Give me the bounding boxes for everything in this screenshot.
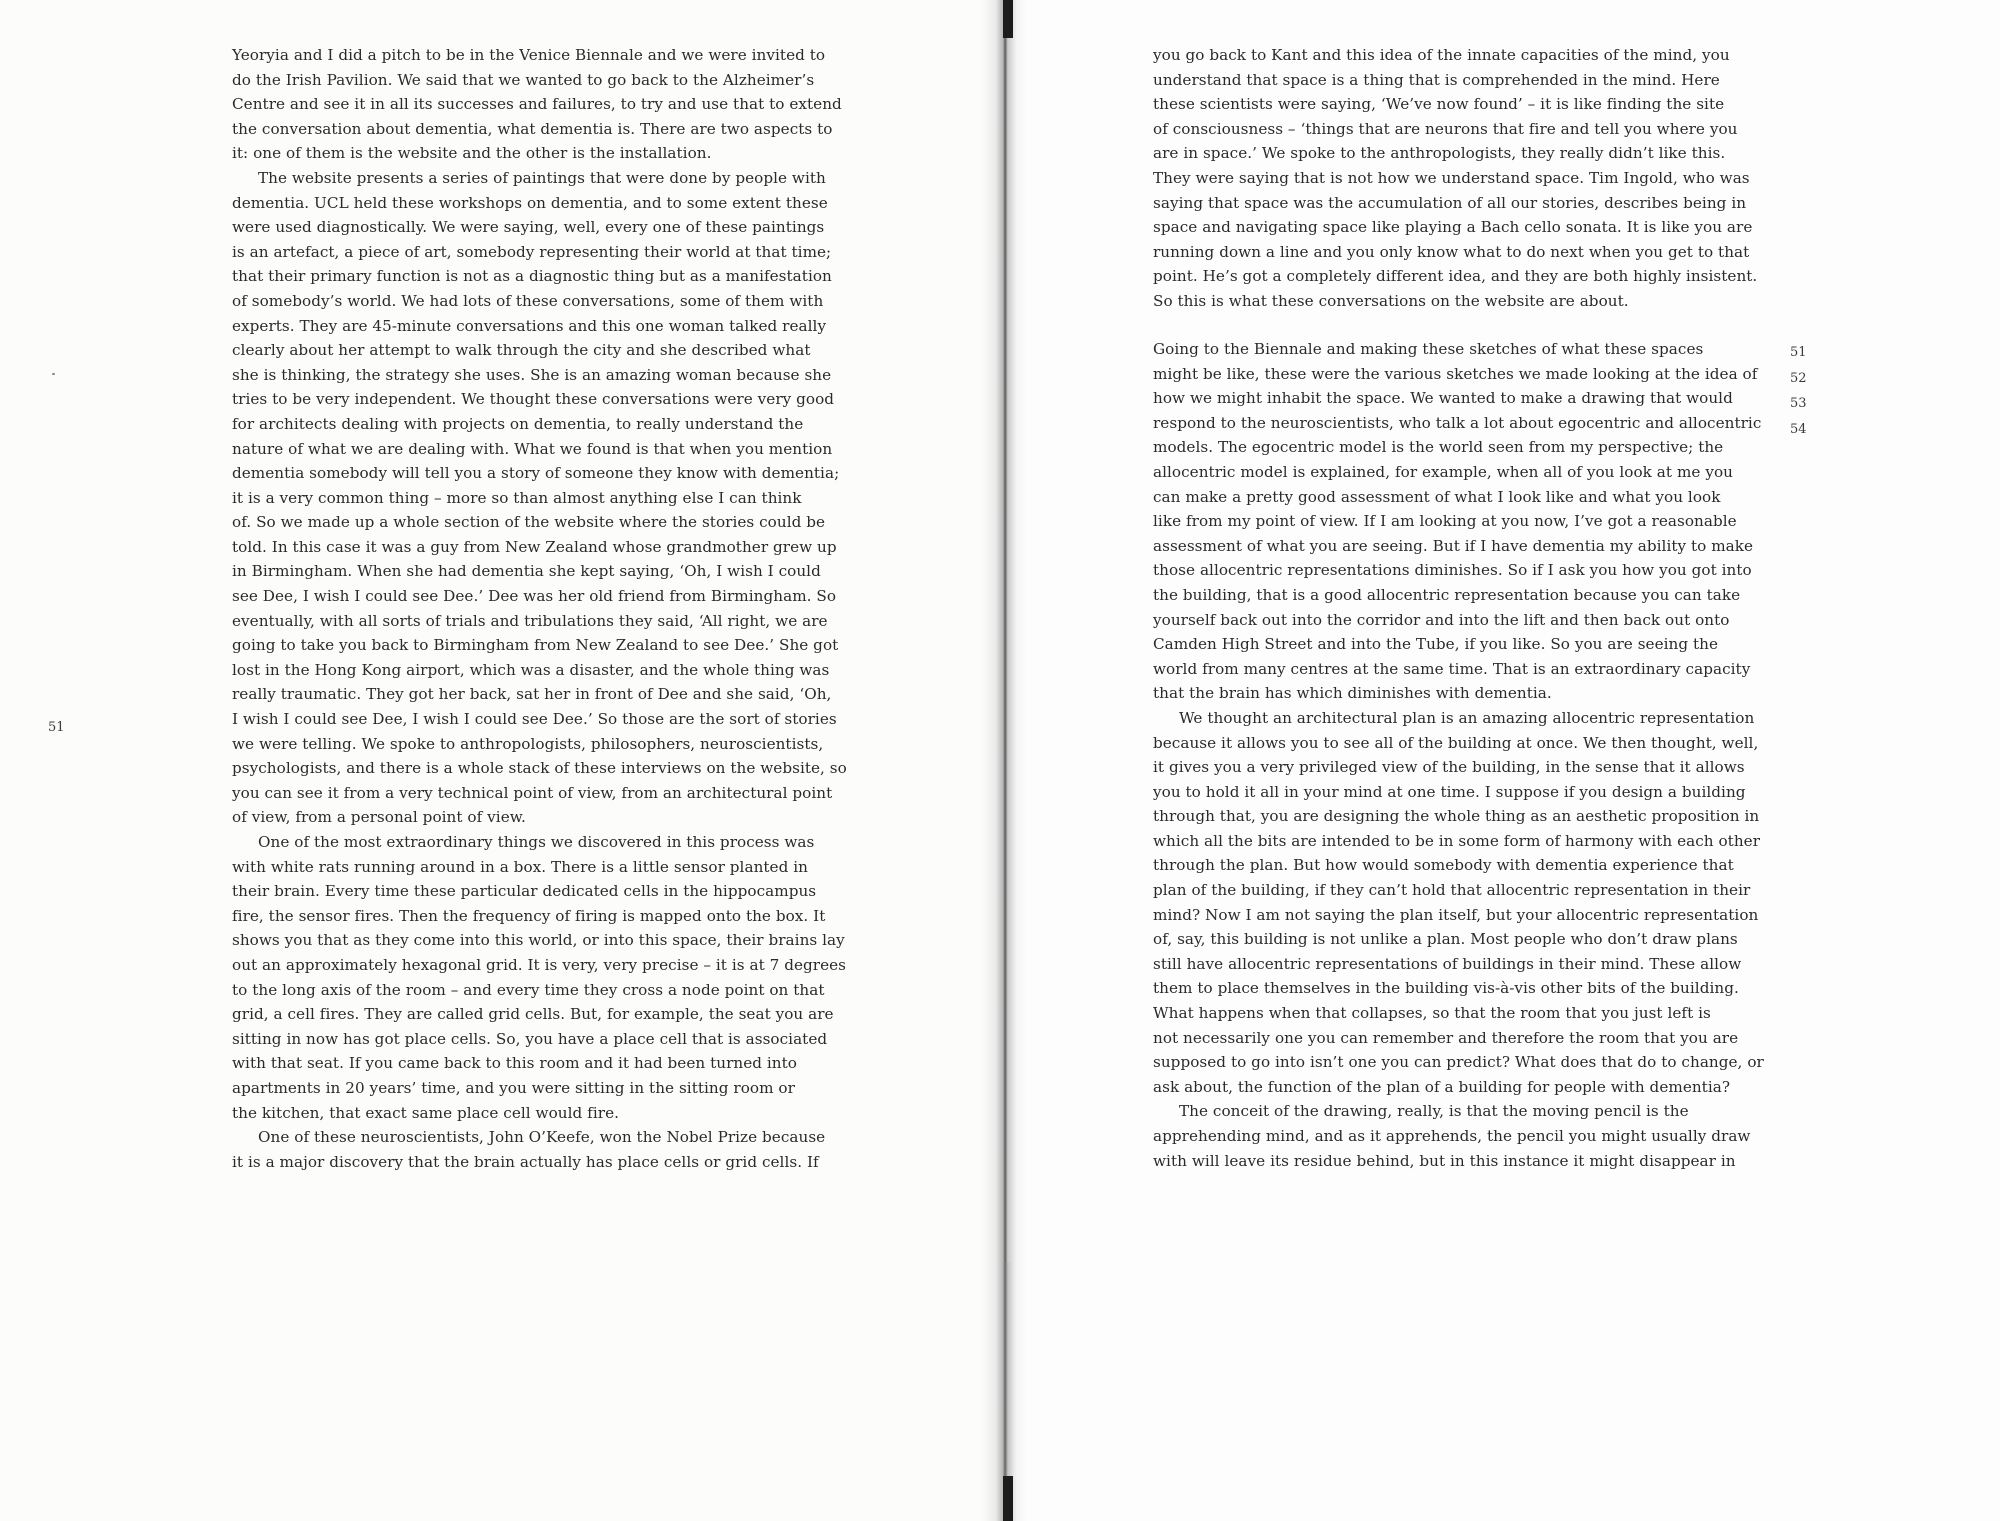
text-line: can make a pretty good assessment of what I look like and what you look: [1153, 487, 1721, 506]
text-line: in Birmingham. When she had dementia she kept saying, ‘Oh, I wish I could: [232, 562, 821, 581]
text-line: world from many centres at the same time. That is an extraordinary capacity: [1153, 659, 1751, 678]
text-line: So this is what these conversations on the website are about.: [1153, 291, 1629, 310]
margin-number: 51: [1790, 345, 1807, 360]
text-line: the conversation about dementia, what dementia is. There are two aspects to: [232, 119, 833, 138]
text-line: saying that space was the accumulation of all our stories, describes being in: [1153, 193, 1747, 212]
text-line: with white rats running around in a box. There is a little sensor planted in: [232, 857, 808, 876]
text-line: running down a line and you only know what to do next when you get to that: [1153, 242, 1750, 261]
text-line: sitting in now has got place cells. So, you have a place cell that is associated: [232, 1029, 828, 1048]
text-line: you go back to Kant and this idea of the innate capacities of the mind, you: [1153, 46, 1730, 64]
text-line: with will leave its residue behind, but in this instance it might disappear in: [1153, 1151, 1736, 1170]
text-line: yourself back out into the corridor and into the lift and then back out onto: [1153, 610, 1730, 629]
text-line: of consciousness – ‘things that are neurons that fire and tell you where you: [1153, 119, 1738, 138]
text-line: tries to be very independent. We thought these conversations were very good: [232, 390, 835, 409]
text-line: point. He’s got a completely different idea, and they are both highly insistent.: [1153, 267, 1758, 286]
text-line: I wish I could see Dee, I wish I could see Dee.’ So those are the sort of stories: [232, 710, 837, 729]
text-line: their brain. Every time these particular dedicated cells in the hippocampus: [232, 882, 817, 901]
right-page-top-text: [1153, 43, 1773, 314]
text-line: apartments in 20 years’ time, and you were sitting in the sitting room or: [232, 1078, 795, 1097]
text-line: those allocentric representations diminishes. So if I ask you how you got into: [1153, 561, 1752, 580]
right-page-body-text: [1153, 337, 1773, 1173]
text-line: What happens when that collapses, so that the room that you just left is: [1153, 1004, 1711, 1023]
text-line: which all the bits are intended to be in some form of harmony with each other: [1153, 831, 1761, 850]
text-line: mind? Now I am not saying the plan itself, but your allocentric representation: [1153, 905, 1759, 924]
text-line: We thought an architectural plan is an amazing allocentric representation: [1179, 708, 1755, 727]
text-line: these scientists were saying, ‘We’ve now found’ – it is like finding the site: [1153, 95, 1725, 114]
text-line: were used diagnostically. We were saying, well, every one of these paintings: [232, 218, 825, 237]
text-line: They were saying that is not how we understand space. Tim Ingold, who was: [1153, 168, 1750, 187]
text-line: that their primary function is not as a diagnostic thing but as a manifestation: [232, 267, 832, 286]
text-line: experts. They are 45-minute conversations and this one woman talked really: [232, 316, 827, 335]
left-page-margin-number: 51: [48, 720, 65, 735]
text-line: Centre and see it in all its successes and failures, to try and use that to extend: [232, 95, 842, 114]
text-line: the kitchen, that exact same place cell would fire.: [232, 1103, 619, 1122]
text-line: psychologists, and there is a whole stack of these interviews on the website, so: [232, 759, 847, 778]
text-line: the building, that is a good allocentric representation because you can take: [1153, 585, 1741, 604]
text-line: really traumatic. They got her back, sat her in front of Dee and she said, ‘Oh,: [232, 685, 832, 704]
text-line: she is thinking, the strategy she uses. She is an amazing woman because she: [232, 365, 832, 384]
text-line: assessment of what you are seeing. But if I have dementia my ability to make: [1153, 536, 1754, 555]
text-line: out an approximately hexagonal grid. It is very, very precise – it is at 7 degrees: [232, 955, 847, 974]
text-line: nature of what we are dealing with. What we found is that when you mention: [232, 439, 833, 458]
text-line: The conceit of the drawing, really, is that the moving pencil is the: [1179, 1102, 1689, 1121]
text-line: of somebody’s world. We had lots of these conversations, some of them with: [232, 291, 824, 310]
text-line: Yeoryia and I did a pitch to be in the Venice Biennale and we were invited to: [232, 46, 826, 64]
text-line: through that, you are designing the whole thing as an aesthetic proposition in: [1153, 807, 1760, 826]
text-line: models. The egocentric model is the world seen from my perspective; the: [1153, 438, 1724, 457]
margin-number: 54: [1790, 421, 1807, 437]
margin-number: 53: [1790, 396, 1807, 411]
text-line: it is a very common thing – more so than almost anything else I can think: [232, 488, 802, 507]
text-line: Going to the Biennale and making these sketches of what these spaces: [1153, 340, 1704, 358]
text-line: you can see it from a very technical point of view, from an architectural point: [232, 783, 833, 802]
text-line: for architects dealing with projects on dementia, to really understand the: [232, 414, 804, 433]
text-line: clearly about her attempt to walk through the city and she described what: [232, 341, 811, 360]
text-line: to the long axis of the room – and every time they cross a node point on that: [232, 980, 825, 999]
text-line: still have allocentric representations of buildings in their mind. These allow: [1153, 954, 1742, 973]
text-line: allocentric model is explained, for example, when all of you look at me you: [1153, 462, 1733, 481]
left-page-body-text: [232, 43, 852, 1174]
page-fold-shadow: [1003, 1262, 1013, 1476]
text-line: how we might inhabit the space. We wanted to make a drawing that would: [1153, 389, 1733, 408]
paper-speck: [52, 373, 55, 375]
text-line: you to hold it all in your mind at one time. I suppose if you design a building: [1153, 782, 1746, 801]
text-line: with that seat. If you came back to this room and it had been turned into: [232, 1054, 797, 1073]
text-line: apprehending mind, and as it apprehends, the pencil you might usually draw: [1153, 1127, 1751, 1145]
text-line: understand that space is a thing that is comprehended in the mind. Here: [1153, 70, 1720, 89]
text-line: The website presents a series of paintings that were done by people with: [258, 168, 826, 187]
right-page-margin-numbers: [1790, 340, 1807, 442]
text-line: grid, a cell fires. They are called grid cells. But, for example, the seat you are: [232, 1005, 834, 1024]
text-line: fire, the sensor fires. Then the frequency of firing is mapped onto the box. It: [232, 906, 826, 925]
text-line: because it allows you to see all of the building at once. We then thought, well,: [1153, 733, 1759, 752]
text-line: One of these neuroscientists, John O’Keefe, won the Nobel Prize because: [258, 1128, 826, 1147]
text-line: them to place themselves in the building vis-à-vis other bits of the building.: [1153, 979, 1739, 998]
text-line: through the plan. But how would somebody with dementia experience that: [1153, 856, 1734, 875]
text-line: dementia. UCL held these workshops on dementia, and to some extent these: [232, 193, 828, 212]
text-line: it: one of them is the website and the other is the installation.: [232, 144, 712, 163]
text-line: space and navigating space like playing a Bach cello sonata. It is like you are: [1153, 218, 1753, 237]
binding-edge-bottom: [1003, 1476, 1013, 1521]
text-line: not necessarily one you can remember and therefore the room that you are: [1153, 1028, 1739, 1047]
text-line: eventually, with all sorts of trials and tribulations they said, ‘All right, we are: [232, 611, 828, 630]
text-line: One of the most extraordinary things we discovered in this process was: [258, 833, 815, 851]
text-line: of. So we made up a whole section of the website where the stories could be: [232, 513, 826, 532]
text-line: supposed to go into isn’t one you can predict? What does that do to change, or: [1153, 1053, 1764, 1072]
text-line: told. In this case it was a guy from New Zealand whose grandmother grew up: [232, 537, 837, 556]
text-line: plan of the building, if they can’t hold that allocentric representation in their: [1153, 881, 1751, 900]
text-line: of, say, this building is not unlike a plan. Most people who don’t draw plans: [1153, 930, 1738, 949]
text-line: that the brain has which diminishes with dementia.: [1153, 684, 1552, 703]
text-line: going to take you back to Birmingham from New Zealand to see Dee.’ She got: [232, 636, 839, 655]
text-line: of view, from a personal point of view.: [232, 808, 526, 827]
text-line: shows you that as they come into this world, or into this space, their brains lay: [232, 931, 845, 950]
text-line: like from my point of view. If I am looking at you now, I’ve got a reasonable: [1153, 512, 1737, 531]
text-line: we were telling. We spoke to anthropologists, philosophers, neuroscientists,: [232, 734, 824, 753]
text-line: ask about, the function of the plan of a building for people with dementia?: [1153, 1077, 1731, 1096]
text-line: it gives you a very privileged view of the building, in the sense that it allows: [1153, 758, 1745, 777]
binding-edge-top: [1003, 0, 1013, 38]
text-line: see Dee, I wish I could see Dee.’ Dee was her old friend from Birmingham. So: [232, 587, 837, 606]
text-line: is an artefact, a piece of art, somebody representing their world at that time;: [232, 242, 832, 261]
text-line: respond to the neuroscientists, who talk a lot about egocentric and allocentric: [1153, 413, 1762, 432]
text-line: are in space.’ We spoke to the anthropologists, they really didn’t like this.: [1153, 144, 1726, 163]
text-line: lost in the Hong Kong airport, which was a disaster, and the whole thing was: [232, 660, 830, 679]
text-line: do the Irish Pavilion. We said that we wanted to go back to the Alzheimer’s: [232, 70, 815, 89]
text-line: dementia somebody will tell you a story of someone they know with dementia;: [232, 464, 840, 483]
text-line: might be like, these were the various sketches we made looking at the idea of: [1153, 364, 1758, 383]
text-line: Camden High Street and into the Tube, if you like. So you are seeing the: [1153, 635, 1719, 654]
text-line: it is a major discovery that the brain actually has place cells or grid cells. If: [232, 1152, 819, 1171]
margin-number: 52: [1790, 370, 1807, 386]
